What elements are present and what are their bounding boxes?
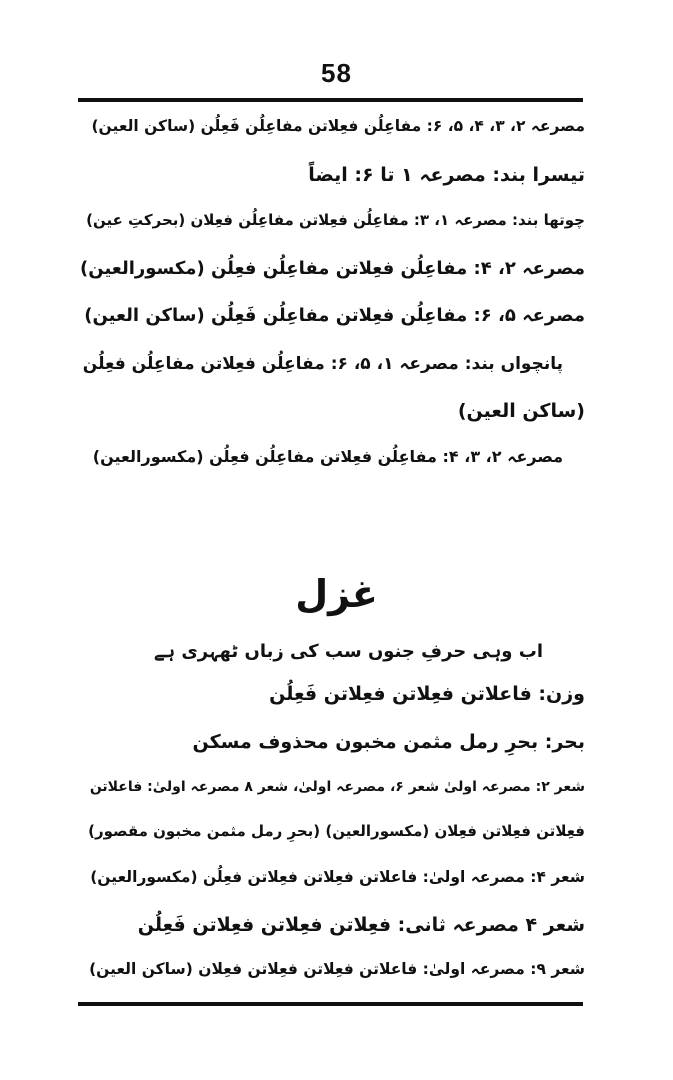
bottom-rule bbox=[78, 1002, 583, 1006]
meter-line-7: مصرعہ ۲، ۳، ۴: مفاعِلُن فعِلاتن مفاعِلُن فعِلُن (مکسورالعین) bbox=[92, 447, 563, 466]
meter-line-3: چوتھا بند: مصرعہ ۱، ۳: مفاعِلُن فعِلاتن مفاعِلُن فعِلان (بحرکتِ عین) bbox=[86, 211, 585, 229]
ghazal-line-7: شعر ۹: مصرعہ اولیٰ: فاعلاتن فعِلاتن فعِلاتن فعِلان (ساکن العین) bbox=[89, 960, 585, 978]
meter-line-6: پانچواں بند: مصرعہ ۱، ۵، ۶: مفاعِلُن فعِلاتن مفاعِلُن فعِلُن bbox=[82, 354, 563, 374]
page-number: 58 bbox=[321, 58, 352, 88]
ghazal-line-2: بحر: بحرِ رمل مثمن مخبون محذوف مسکن bbox=[192, 731, 585, 753]
ghazal-heading: غزل bbox=[295, 572, 378, 616]
ghazal-line-6: شعر ۴ مصرعہ ثانی: فعِلاتن فعِلاتن فعِلاتن فَعِلُن bbox=[137, 914, 585, 936]
ghazal-line-4: فعِلاتن فعِلاتن فعِلان (مکسورالعین) (بحرِ رمل مثمن مخبون مقصور) bbox=[88, 822, 585, 840]
ghazal-line-1: وزن: فاعلاتن فعِلاتن فعِلاتن فَعِلُن bbox=[269, 683, 585, 705]
meter-line-1: مصرعہ ۲، ۳، ۴، ۵، ۶: مفاعِلُن فعِلاتن مفاعِلُن فَعِلُن (ساکن العین) bbox=[91, 117, 585, 135]
meter-line-4: مصرعہ ۲، ۴: مفاعِلُن فعِلاتن مفاعِلُن فعِلُن (مکسورالعین) bbox=[80, 258, 585, 279]
ghazal-verse: اب وہی حرفِ جنوں سب کی زباں ٹھہری ہے bbox=[153, 641, 543, 662]
top-rule bbox=[78, 98, 583, 102]
meter-line-2: تیسرا بند: مصرعہ ۱ تا ۶: ایضاً bbox=[308, 164, 585, 186]
ghazal-line-5: شعر ۴: مصرعہ اولیٰ: فاعلاتن فعِلاتن فعِلاتن فعِلُن (مکسورالعین) bbox=[90, 868, 585, 886]
ghazal-line-3: شعر ۲: مصرعہ اولیٰ شعر ۶، مصرعہ اولیٰ، شعر ۸ مصرعہ اولیٰ: فاعلاتن bbox=[89, 779, 585, 795]
meter-line-5: مصرعہ ۵، ۶: مفاعِلُن فعِلاتن مفاعِلُن فَعِلُن (ساکن العین) bbox=[84, 305, 585, 326]
meter-line-6-continuation: (ساکن العین) bbox=[457, 400, 585, 422]
